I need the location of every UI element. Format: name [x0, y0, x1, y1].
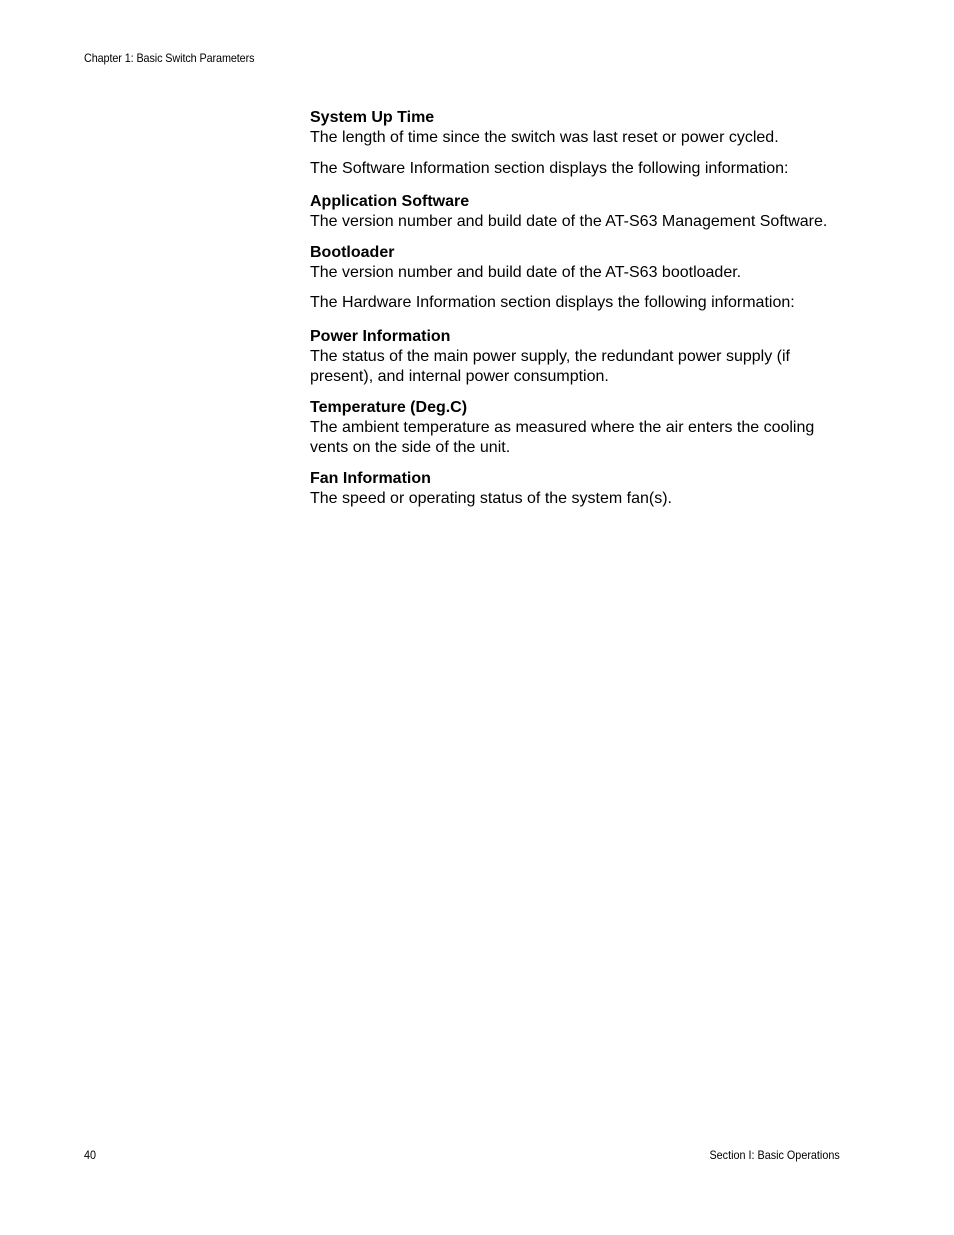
entry-bootloader [310, 243, 840, 284]
term-system-up-time: System Up Time [310, 109, 435, 126]
page-number: 40 [84, 1148, 97, 1162]
term-application-software: Application Software [310, 193, 470, 210]
desc-bootloader: The version number and build date of the AT-S63 bootloader. [310, 263, 742, 281]
footer-section-title: Section I: Basic Operations [709, 1148, 840, 1162]
entry-temperature [310, 398, 840, 459]
term-temperature: Temperature (Deg.C) [310, 398, 468, 416]
entry-application-software [310, 192, 840, 233]
desc-system-up-time: The length of time since the switch was last reset or power cycled. [310, 129, 779, 146]
desc-power-information: The status of the main power supply, the redundant power supply (if present), and internal power consumption. [310, 347, 790, 385]
software-intro: The Software Information section displays the following information: [310, 159, 789, 177]
running-header: Chapter 1: Basic Switch Parameters [84, 51, 255, 65]
entry-power-information [310, 327, 840, 388]
entry-system-up-time [310, 108, 840, 149]
term-fan-information: Fan Information [310, 469, 431, 487]
desc-application-software: The version number and build date of the AT-S63 Management Software. [310, 213, 828, 230]
desc-temperature: The ambient temperature as measured where the air enters the cooling vents on the side of the unit. [310, 418, 815, 456]
desc-fan-information: The speed or operating status of the system fan(s). [310, 489, 672, 507]
page-content [310, 108, 840, 519]
term-power-information: Power Information [310, 327, 451, 345]
entry-fan-information [310, 469, 840, 510]
hardware-intro: The Hardware Information section displays the following information: [310, 294, 795, 311]
term-bootloader: Bootloader [310, 243, 395, 261]
